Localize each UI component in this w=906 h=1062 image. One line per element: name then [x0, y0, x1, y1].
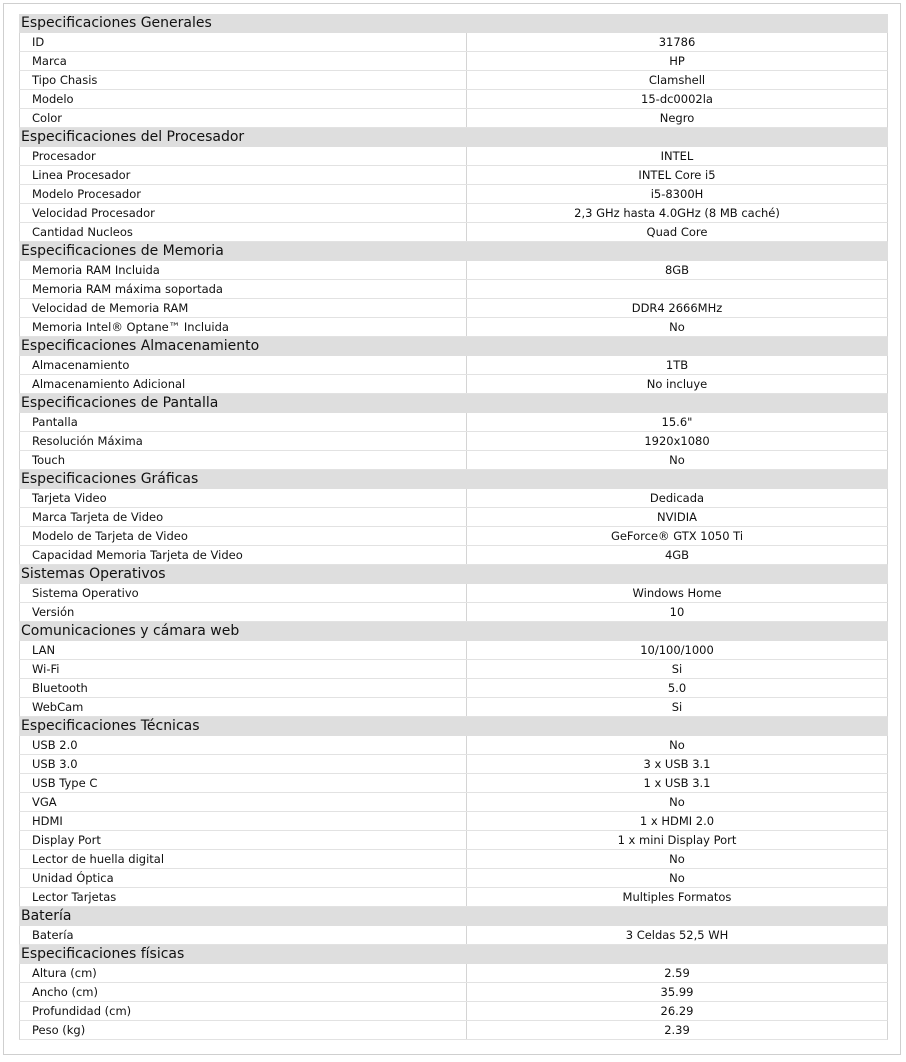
- spec-row: [19, 546, 888, 565]
- section-header: Especificaciones Técnicas: [19, 717, 888, 736]
- spec-value: 1 x USB 3.1: [643, 776, 711, 790]
- spec-row: [19, 679, 888, 698]
- spec-label: Resolución Máxima: [20, 432, 467, 450]
- section-header: Comunicaciones y cámara web: [19, 622, 888, 641]
- section-header: Especificaciones de Pantalla: [19, 394, 888, 413]
- spec-row: [19, 641, 888, 660]
- spec-value: [467, 280, 887, 298]
- section-header: Especificaciones Gráficas: [19, 470, 888, 489]
- spec-value: 2.59: [664, 966, 690, 980]
- spec-value: 31786: [658, 35, 696, 49]
- spec-label: Modelo de Tarjeta de Video: [20, 527, 467, 545]
- spec-label: Altura (cm): [20, 964, 467, 982]
- spec-row: [19, 850, 888, 869]
- spec-row: [19, 432, 888, 451]
- spec-value: INTEL: [660, 149, 694, 163]
- spec-value: GeForce® GTX 1050 Ti: [610, 529, 744, 543]
- spec-row: [19, 774, 888, 793]
- spec-value: 1 x mini Display Port: [617, 833, 737, 847]
- spec-row: [19, 888, 888, 907]
- spec-row: [19, 698, 888, 717]
- spec-label: Marca Tarjeta de Video: [20, 508, 467, 526]
- spec-row: [19, 147, 888, 166]
- spec-label: Cantidad Nucleos: [20, 223, 467, 241]
- spec-value: Si: [671, 662, 683, 676]
- section-header: Especificaciones físicas: [19, 945, 888, 964]
- spec-value: 35.99: [660, 985, 694, 999]
- spec-label: Memoria RAM máxima soportada: [20, 280, 467, 298]
- section-header: Batería: [19, 907, 888, 926]
- spec-label: Velocidad Procesador: [20, 204, 467, 222]
- spec-label: Versión: [20, 603, 467, 621]
- spec-value: 10/100/1000: [640, 643, 714, 657]
- spec-value: 5.0: [667, 681, 687, 695]
- spec-value: Clamshell: [648, 73, 706, 87]
- spec-value: HP: [669, 54, 685, 68]
- spec-value: Windows Home: [632, 586, 722, 600]
- spec-label: Wi-Fi: [20, 660, 467, 678]
- spec-row: [19, 964, 888, 983]
- spec-label: Marca: [20, 52, 467, 70]
- spec-label: LAN: [20, 641, 467, 659]
- spec-row: [19, 584, 888, 603]
- spec-row: [19, 185, 888, 204]
- spec-row: [19, 812, 888, 831]
- spec-row: [19, 280, 888, 299]
- spec-label: Almacenamiento: [20, 356, 467, 374]
- spec-label: Tarjeta Video: [20, 489, 467, 507]
- spec-value: No: [669, 453, 685, 467]
- spec-row: [19, 413, 888, 432]
- spec-value: 1 x HDMI 2.0: [639, 814, 715, 828]
- spec-row: [19, 508, 888, 527]
- spec-row: [19, 603, 888, 622]
- spec-row: [19, 375, 888, 394]
- spec-row: [19, 261, 888, 280]
- spec-row: [19, 983, 888, 1002]
- spec-value: No: [669, 320, 685, 334]
- spec-row: [19, 527, 888, 546]
- spec-value: No: [669, 795, 685, 809]
- spec-row: [19, 793, 888, 812]
- spec-label: Procesador: [20, 147, 467, 165]
- spec-label: Bluetooth: [20, 679, 467, 697]
- spec-value: 1920x1080: [644, 434, 710, 448]
- spec-value: Multiples Formatos: [622, 890, 732, 904]
- spec-value: 2,3 GHz hasta 4.0GHz (8 MB caché): [574, 206, 780, 220]
- spec-label: Velocidad de Memoria RAM: [20, 299, 467, 317]
- spec-value: NVIDIA: [657, 510, 697, 524]
- spec-row: [19, 831, 888, 850]
- spec-value: 8GB: [664, 263, 690, 277]
- spec-value: Dedicada: [649, 491, 705, 505]
- spec-value: No: [669, 852, 685, 866]
- spec-value: Si: [671, 700, 683, 714]
- spec-label: Lector de huella digital: [20, 850, 467, 868]
- spec-label: Pantalla: [20, 413, 467, 431]
- spec-value: No incluye: [646, 377, 708, 391]
- spec-row: [19, 90, 888, 109]
- spec-row: [19, 660, 888, 679]
- spec-label: Peso (kg): [20, 1021, 467, 1039]
- spec-label: Touch: [20, 451, 467, 469]
- spec-value: 3 Celdas 52,5 WH: [625, 928, 729, 942]
- spec-label: HDMI: [20, 812, 467, 830]
- spec-value: 15.6": [661, 415, 693, 429]
- spec-label: Ancho (cm): [20, 983, 467, 1001]
- section-header: Especificaciones Almacenamiento: [19, 337, 888, 356]
- spec-value: 3 x USB 3.1: [643, 757, 711, 771]
- spec-value: Negro: [659, 111, 695, 125]
- spec-row: [19, 223, 888, 242]
- spec-label: VGA: [20, 793, 467, 811]
- spec-label: Profundidad (cm): [20, 1002, 467, 1020]
- spec-label: USB 2.0: [20, 736, 467, 754]
- spec-label: Display Port: [20, 831, 467, 849]
- spec-row: [19, 1002, 888, 1021]
- spec-row: [19, 71, 888, 90]
- spec-label: Linea Procesador: [20, 166, 467, 184]
- spec-table: [19, 14, 888, 1040]
- spec-label: Almacenamiento Adicional: [20, 375, 467, 393]
- spec-label: USB Type C: [20, 774, 467, 792]
- spec-value: Quad Core: [646, 225, 708, 239]
- spec-row: [19, 356, 888, 375]
- spec-row: [19, 52, 888, 71]
- spec-value: 2.39: [664, 1023, 690, 1037]
- section-header: Sistemas Operativos: [19, 565, 888, 584]
- spec-label: Batería: [20, 926, 467, 944]
- spec-row: [19, 166, 888, 185]
- section-header: Especificaciones Generales: [19, 14, 888, 33]
- spec-row: [19, 299, 888, 318]
- section-header: Especificaciones de Memoria: [19, 242, 888, 261]
- spec-label: Memoria Intel® Optane™ Incluida: [20, 318, 467, 336]
- spec-row: [19, 926, 888, 945]
- spec-label: Color: [20, 109, 467, 127]
- spec-label: Modelo: [20, 90, 467, 108]
- spec-label: Capacidad Memoria Tarjeta de Video: [20, 546, 467, 564]
- spec-row: [19, 755, 888, 774]
- spec-row: [19, 1021, 888, 1040]
- spec-label: Sistema Operativo: [20, 584, 467, 602]
- spec-value: 1TB: [665, 358, 689, 372]
- spec-value: 26.29: [660, 1004, 694, 1018]
- spec-row: [19, 489, 888, 508]
- spec-value: No: [669, 738, 685, 752]
- spec-value: DDR4 2666MHz: [631, 301, 723, 315]
- spec-row: [19, 204, 888, 223]
- spec-value: i5-8300H: [650, 187, 704, 201]
- spec-value: No: [669, 871, 685, 885]
- spec-label: Memoria RAM Incluida: [20, 261, 467, 279]
- spec-row: [19, 869, 888, 888]
- spec-row: [19, 318, 888, 337]
- spec-label: Tipo Chasis: [20, 71, 467, 89]
- spec-label: WebCam: [20, 698, 467, 716]
- spec-value: 10: [669, 605, 685, 619]
- spec-label: Unidad Óptica: [20, 869, 467, 887]
- spec-label: Lector Tarjetas: [20, 888, 467, 906]
- spec-row: [19, 33, 888, 52]
- section-header: Especificaciones del Procesador: [19, 128, 888, 147]
- spec-value: 15-dc0002la: [641, 92, 713, 106]
- spec-row: [19, 451, 888, 470]
- spec-value: INTEL Core i5: [638, 168, 716, 182]
- spec-value: 4GB: [664, 548, 690, 562]
- spec-row: [19, 736, 888, 755]
- spec-label: Modelo Procesador: [20, 185, 467, 203]
- spec-row: [19, 109, 888, 128]
- spec-label: ID: [20, 33, 467, 51]
- spec-label: USB 3.0: [20, 755, 467, 773]
